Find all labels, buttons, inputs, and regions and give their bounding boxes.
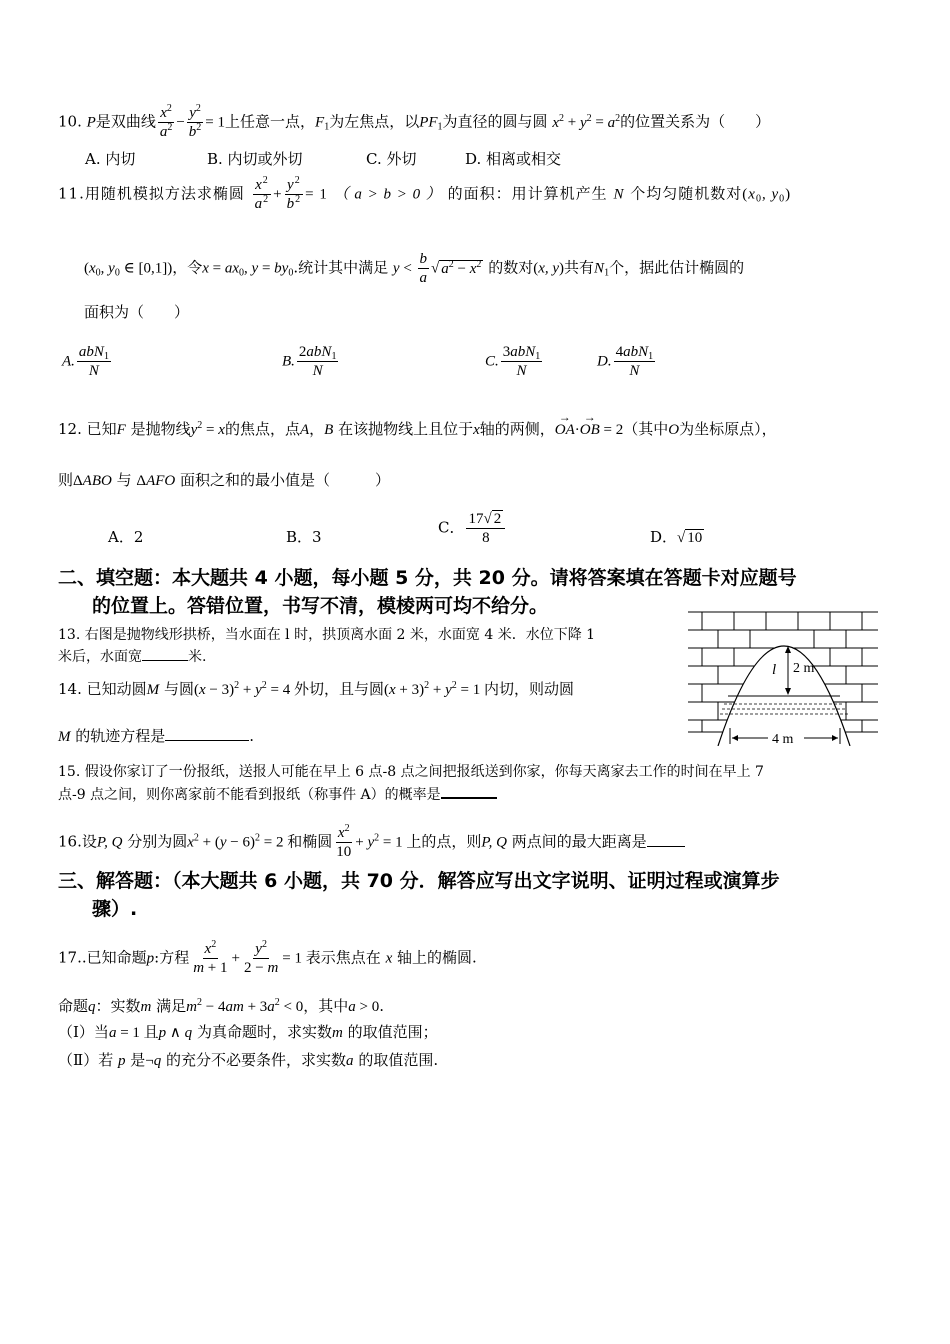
q11-option-b: B. $\frac{2abN_1}{N}$ (282, 344, 337, 379)
q14-line2: M 的轨迹方程是 . (58, 727, 255, 745)
q13-line2: 米后，水面宽 米. (58, 649, 207, 665)
q14-line1: 14. 已知动圆M 与圆$(x - 3)^2 + y^2 = 4$ 外切，且与圆$(x + 3)^2 + y^2 = 1$ 内切，则动圆 (58, 680, 574, 698)
q10-option-a: A. 内切 (85, 150, 136, 168)
q15-line1: 15. 假设你家订了一份报纸，送报人可能在早上 6 点-8 点之间把报纸送到你家，你每天离家去工作的时间在早上 7 (58, 764, 764, 780)
q11-option-a: A. $\frac{abN_1}{N}$ (62, 344, 109, 379)
q10-option-d: D. 相离或相交 (465, 150, 562, 168)
label-2m: 2 m (793, 661, 815, 676)
q10-stem: 10. P是双曲线 $\frac{x^2}{a^2}$ − $\frac{y^2}{b^2}$ = 1上任意一点，$F_1$为左焦点，以$PF_1$为直径的圆与圆 $x^2 + y^2 = a^2$的位置关系为（ ） (58, 103, 771, 140)
q10-option-b: B. 内切或外切 (207, 150, 303, 168)
q11-option-c: C. $\frac{3abN_1}{N}$ (485, 344, 541, 379)
q13-line1: 13. 右图是抛物线形拱桥，当水面在 l 时，拱顶离水面 2 米，水面宽 4 米．水位下降 1 (58, 627, 596, 643)
q12-option-a: A．2 (108, 528, 144, 546)
section-3-heading-line2: 骤）. (92, 898, 138, 920)
q17-line1: 17..已知命题p:方程 $\frac{x^2}{m + 1}$ + $\frac{y^2}{2 - m}$ = 1 表示焦点在 x 轴上的椭圆. (58, 939, 477, 976)
q12-option-b: B．3 (286, 528, 322, 546)
q12-stem-line1: 12. 已知F 是抛物线$y^2 = x$的焦点，点A，B 在该抛物线上且位于x轴的两侧，→ OA·→ OB = 2（其中O为坐标原点）， (58, 420, 777, 439)
q10-option-c: C. 外切 (366, 150, 417, 168)
section-2-heading-line2: 的位置上。答错位置，书写不清，模棱两可均不给分。 (92, 595, 549, 617)
q15-line2: 点-9 点之间，则你离家前不能看到报纸（称事件 A）的概率是 (58, 787, 497, 804)
q12-option-d: D．√ 10 (650, 528, 703, 546)
q17-line2: 命题q：实数m 满足$m^2 - 4am + 3a^2 < 0$，其中a > 0. (58, 997, 385, 1015)
q11-stem-line1: 11.用随机模拟方法求椭圆 $\frac{x^2}{a^2}$ + $\frac{y^2}{b^2}$ = 1 （ a > b > 0 ） 的面积：用计算机产生 N 个均匀随机数对($x_0$, $y_0$) (58, 175, 792, 212)
section-3-heading-line1: 三、解答题：（本大题共 6 小题，共 70 分．解答应写出文字说明、证明过程或演算步 (58, 870, 780, 892)
label-l: l (772, 662, 777, 678)
q11-stem-line2: ($x_0$, $y_0$ ∈ [0,1])，令$x = ax_0$, $y = by_0$.统计其中满足 y < $\frac{b}{a}$ √ $a^2 - x^2$ 的数对(x, y)共有$N_1$个，据此估计椭圆的 (84, 251, 745, 286)
q17-part1: （Ⅰ）当a = 1 且p ∧ q 为真命题时，求实数m 的取值范围； (58, 1023, 438, 1041)
q11-stem-line3: 面积为（ ） (84, 303, 190, 321)
q11-option-d: D. $\frac{4abN_1}{N}$ (597, 344, 654, 379)
q12-stem-line2: 则ΔABO 与 ΔAFO 面积之和的最小值是（ ） (58, 471, 391, 489)
q12-option-c: C． $\frac{17√ 2}{8}$ (438, 510, 507, 547)
q17-part2: （Ⅱ）若 p 是¬q 的充分不必要条件，求实数a 的取值范围. (58, 1051, 439, 1069)
label-4m: 4 m (772, 732, 794, 746)
q16-line: 16.设P, Q 分别为圆$x^2 + (y - 6)^2 = 2$ 和椭圆 $\frac{x^2}{10}$ + $y^2 = 1$ 上的点，则P, Q 两点间的最大距离是 (58, 824, 685, 861)
section-2-heading-line1: 二、填空题：本大题共 4 小题，每小题 5 分，共 20 分。请将答案填在答题卡对应题号 (58, 567, 797, 589)
arch-bridge-figure (688, 608, 882, 746)
